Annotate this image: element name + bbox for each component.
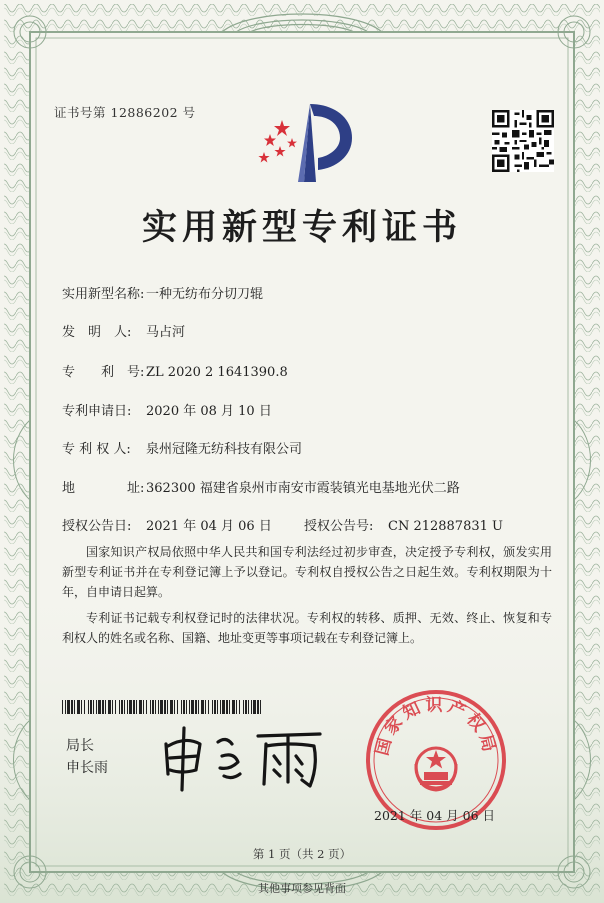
field-grant-date (62, 515, 272, 534)
director-signature (160, 722, 330, 794)
barcode-bar (105, 700, 106, 714)
barcode-bar (191, 700, 194, 714)
field-value: 2020 年 08 月 10 日 (146, 404, 272, 419)
body-paragraph: 国家知识产权局依照中华人民共和国专利法经过初步审查，决定授予专利权，颁发实用新型专利证书并在专利登记簿上予以登记。专利权自授权公告之日起生效。专利权期限为十年，自申请日起算。 (62, 545, 552, 599)
barcode-bar (127, 700, 128, 714)
body-paragraph: 专利证书记载专利权登记时的法律状况。专利权的转移、质押、无效、终止、恢复和专利权人的姓名或名称、国籍、地址变更等事项记载在专利登记簿上。 (62, 611, 552, 645)
barcode-bar (198, 700, 199, 714)
seal-date: 2021 年 04 月 06 日 (374, 808, 495, 823)
barcode-bar (245, 700, 247, 714)
certificate-title: 实用新型专利证书 (141, 207, 462, 248)
barcode-bar (62, 700, 63, 714)
barcode-bar (248, 700, 249, 714)
qr-code-icon (492, 110, 554, 172)
barcode-bar (170, 700, 173, 714)
field-inventor (62, 321, 185, 340)
barcode-bar (164, 700, 166, 714)
back-note: 其他事项参见背面 (258, 882, 346, 895)
barcode-bar (232, 700, 235, 714)
barcode-bar (108, 700, 111, 714)
barcode-bar (152, 700, 154, 714)
field-label: 发 明 人: (62, 325, 132, 340)
barcode-bar (186, 700, 187, 714)
barcode-bar (189, 700, 190, 714)
barcode-bar (174, 700, 175, 714)
barcode-bar (260, 700, 261, 714)
certificate-number-suffix: 号 (182, 105, 196, 120)
director-name: 申长雨 (66, 760, 108, 776)
field-label: 专 利 权 人: (62, 442, 131, 457)
barcode-bar (181, 700, 182, 714)
field-label: 地 址: (62, 481, 145, 496)
field-label: 专 利 号: (62, 365, 145, 380)
barcode-bar (74, 700, 75, 714)
barcode-bar (220, 700, 221, 714)
barcode-bar (239, 700, 240, 714)
field-value: CN 212887831 U (388, 519, 503, 534)
barcode-bar (139, 700, 142, 714)
barcode-bar (71, 700, 73, 714)
certificate-number-label: 证书号第 (54, 105, 107, 120)
field-label: 授权公告号: (304, 519, 374, 534)
barcode-bar (88, 700, 89, 714)
field-patentee (62, 438, 302, 457)
barcode-bar (243, 700, 244, 714)
barcode-bar (229, 700, 230, 714)
certificate-body (62, 542, 552, 654)
barcode-bar (158, 700, 159, 714)
barcode-bar (236, 700, 237, 714)
barcode-bar (150, 700, 151, 714)
barcode-bar (183, 700, 185, 714)
certificate-number (54, 103, 196, 121)
barcode-bar (155, 700, 156, 714)
barcode-bar (201, 700, 204, 714)
seal-text: 国家知识产权局 (372, 695, 500, 758)
barcode-bar (251, 700, 252, 714)
field-application-date (62, 400, 272, 419)
cnipa-logo-icon (252, 98, 362, 186)
barcode-bar (98, 700, 101, 714)
barcode-bar (77, 700, 80, 714)
field-value: 362300 福建省泉州市南安市霞装镇光电基地光伏二路 (146, 481, 460, 496)
barcode-bar (129, 700, 132, 714)
field-label: 实用新型名称: (62, 287, 145, 302)
barcode-bar (119, 700, 120, 714)
barcode-bar (136, 700, 137, 714)
barcode-bar (121, 700, 123, 714)
barcode-bar (214, 700, 216, 714)
barcode-bar (124, 700, 125, 714)
barcode-bar (96, 700, 97, 714)
field-patent-number (62, 361, 288, 380)
barcode-bar (177, 700, 178, 714)
barcode-bar (167, 700, 168, 714)
barcode-bar (90, 700, 92, 714)
barcode-bar (205, 700, 206, 714)
barcode-bar (195, 700, 197, 714)
barcode-bar (133, 700, 135, 714)
barcode-bar (112, 700, 113, 714)
field-value: 马占河 (146, 325, 186, 340)
field-address (62, 477, 460, 496)
barcode-bar (81, 700, 82, 714)
barcode-bar (84, 700, 85, 714)
field-label: 授权公告日: (62, 519, 132, 534)
field-value: 泉州冠隆无纺科技有限公司 (146, 442, 303, 457)
page-indicator: 第 1 页（共 2 页） (252, 847, 352, 861)
barcode-bar (253, 700, 256, 714)
barcode-bar (160, 700, 163, 714)
barcode-bar (226, 700, 228, 714)
field-value: 2021 年 04 月 06 日 (146, 519, 272, 534)
barcode-bar (65, 700, 66, 714)
field-label: 专利申请日: (62, 404, 132, 419)
barcode-bar (212, 700, 213, 714)
barcode-icon (62, 700, 262, 714)
barcode-bar (257, 700, 259, 714)
field-publication-number (304, 515, 503, 534)
barcode-bar (115, 700, 116, 714)
field-value: 一种无纺布分切刀辊 (146, 287, 264, 302)
barcode-bar (208, 700, 209, 714)
barcode-bar (67, 700, 70, 714)
barcode-bar (146, 700, 147, 714)
barcode-bar (217, 700, 218, 714)
field-value: ZL 2020 2 1641390.8 (146, 365, 288, 380)
barcode-bar (102, 700, 104, 714)
barcode-bar (93, 700, 94, 714)
certificate-number-value: 12886202 (110, 105, 179, 120)
field-utility-model-name (62, 283, 263, 302)
barcode-bar (143, 700, 144, 714)
barcode-bar (222, 700, 225, 714)
director-title: 局长 (66, 738, 94, 754)
